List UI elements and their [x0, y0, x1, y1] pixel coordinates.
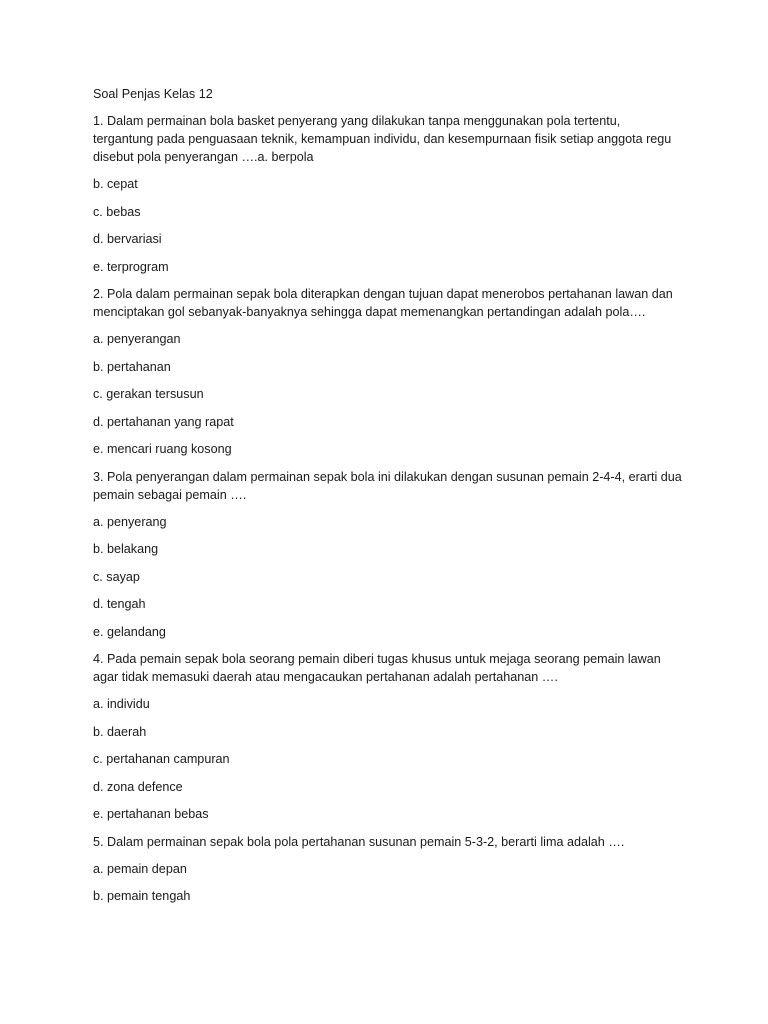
question-4-text: 4. Pada pemain sepak bola seorang pemain diberi tugas khusus untuk mejaga seorang pemain lawan agar tidak memasuki daerah atau mengacaukan pertahanan adalah pertahanan ….: [93, 652, 661, 684]
q1-option-b: b. cepat: [93, 177, 138, 191]
q4-option-e: e. pertahanan bebas: [93, 807, 209, 821]
q3-option-b: b. belakang: [93, 542, 159, 556]
document-page: [93, 85, 683, 915]
q2-option-b: b. pertahanan: [93, 359, 171, 374]
q1-option-d: d. bervariasi: [93, 232, 162, 246]
q5-option-a: a. pemain depan: [93, 861, 187, 876]
q2-option-a: a. penyerangan: [93, 332, 181, 346]
q1-option-e: e. terprogram: [93, 259, 169, 274]
q3-option-d: d. tengah: [93, 597, 146, 611]
q1-option-c: c. bebas: [93, 204, 141, 219]
q4-option-a: a. individu: [93, 697, 150, 711]
q5-option-b: b. pemain tengah: [93, 889, 191, 903]
question-3-text: 3. Pola penyerangan dalam permainan sepak bola ini dilakukan dengan susunan pemain 2-4-4, erarti dua pemain sebagai pemain ….: [93, 469, 682, 502]
document-title: Soal Penjas Kelas 12: [93, 87, 213, 101]
q2-option-e: e. mencari ruang kosong: [93, 442, 232, 456]
q3-option-c: c. sayap: [93, 569, 140, 584]
q4-option-b: b. daerah: [93, 724, 147, 739]
q3-option-a: a. penyerang: [93, 514, 167, 529]
question-1-text: 1. Dalam permainan bola basket penyerang yang dilakukan tanpa menggunakan pola tertentu, tergantung pada penguasaan teknik, kemampuan individu, dan kesempurnaan fisik setiap anggota regu disebut pola penyerangan ….a. berpola: [93, 114, 672, 164]
q3-option-e: e. gelandang: [93, 624, 166, 639]
q4-option-c: c. pertahanan campuran: [93, 752, 230, 766]
q2-option-c: c. gerakan tersusun: [93, 387, 204, 401]
question-5-text: 5. Dalam permainan sepak bola pola pertahanan susunan pemain 5-3-2, berarti lima adalah ….: [93, 834, 625, 849]
q4-option-d: d. zona defence: [93, 779, 183, 794]
question-2-text: 2. Pola dalam permainan sepak bola diterapkan dengan tujuan dapat menerobos pertahanan lawan dan menciptakan gol sebanyak-banyaknya sehingga dapat memenangkan pertandingan adalah pola….: [93, 287, 673, 319]
q2-option-d: d. pertahanan yang rapat: [93, 414, 234, 429]
